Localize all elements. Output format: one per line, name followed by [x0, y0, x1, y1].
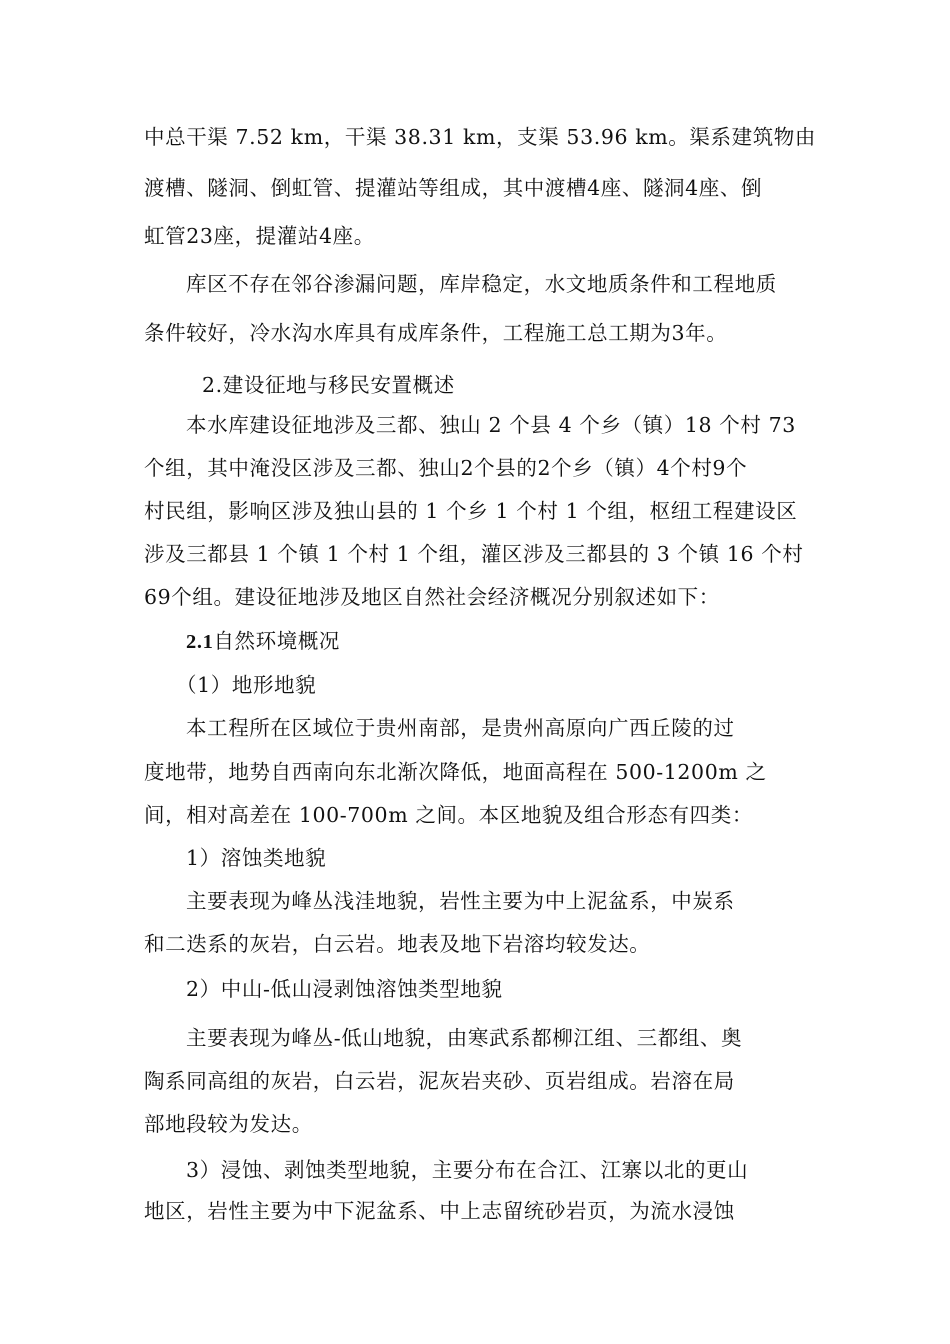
paragraph-line: 本工程所在区域位于贵州南部，是贵州高原向广西丘陵的过: [186, 716, 735, 740]
subsection-number: 2.1: [186, 631, 214, 653]
paragraph-line: 地区，岩性主要为中下泥盆系、中上志留统砂岩页，为流水浸蚀: [144, 1199, 735, 1223]
paragraph-line: 主要表现为峰丛浅洼地貌，岩性主要为中上泥盆系，中炭系: [186, 889, 735, 913]
item-heading: （1）地形地貌: [176, 673, 317, 697]
paragraph-line: 和二迭系的灰岩，白云岩。地表及地下岩溶均较发达。: [144, 932, 651, 956]
paragraph-line: 69个组。建设征地涉及地区自然社会经济概况分别叙述如下：: [144, 585, 720, 609]
paragraph-line: 涉及三都县 1 个镇 1 个村 1 个组，灌区涉及三都县的 3 个镇 16 个村: [144, 542, 804, 566]
item-heading: 1）溶蚀类地貌: [186, 846, 327, 870]
paragraph-line: 度地带，地势自西南向东北渐次降低，地面高程在 500-1200m 之: [144, 760, 767, 784]
paragraph-line: 个组，其中淹没区涉及三都、独山2个县的2个乡（镇）4个村9个: [144, 456, 748, 480]
paragraph-line: 间，相对高差在 100-700m 之间。本区地貌及组合形态有四类：: [144, 803, 753, 827]
subsection-title: 自然环境概况: [213, 629, 341, 653]
paragraph-line: 村民组，影响区涉及独山县的 1 个乡 1 个村 1 个组，枢纽工程建设区: [144, 499, 798, 523]
paragraph-line: 中总干渠 7.52 km，干渠 38.31 km，支渠 53.96 km。渠系建筑物由: [144, 125, 816, 149]
item-heading: 2）中山-低山浸剥蚀溶蚀类型地貌: [186, 977, 503, 1001]
paragraph-line: 陶系同高组的灰岩，白云岩，泥灰岩夹砂、页岩组成。岩溶在局: [144, 1069, 735, 1093]
paragraph-line: 虹管23座，提灌站4座。: [144, 224, 375, 248]
paragraph-line: 条件较好，冷水沟水库具有成库条件，工程施工总工期为3年。: [144, 321, 728, 345]
subsection-heading: [186, 626, 856, 657]
section-heading: 2.建设征地与移民安置概述: [202, 373, 455, 397]
paragraph-line: 库区不存在邻谷渗漏问题，库岸稳定，水文地质条件和工程地质: [186, 272, 777, 296]
paragraph-line: 部地段较为发达。: [144, 1112, 313, 1136]
paragraph-line: 渡槽、隧洞、倒虹管、提灌站等组成，其中渡槽4座、隧洞4座、倒: [144, 176, 763, 200]
paragraph-line: 本水库建设征地涉及三都、独山 2 个县 4 个乡（镇）18 个村 73: [186, 413, 796, 437]
paragraph-line: 主要表现为峰丛-低山地貌，由寒武系都柳江组、三都组、奥: [186, 1026, 743, 1050]
paragraph-line: 3）浸蚀、剥蚀类型地貌，主要分布在合江、江寨以北的更山: [186, 1158, 749, 1182]
